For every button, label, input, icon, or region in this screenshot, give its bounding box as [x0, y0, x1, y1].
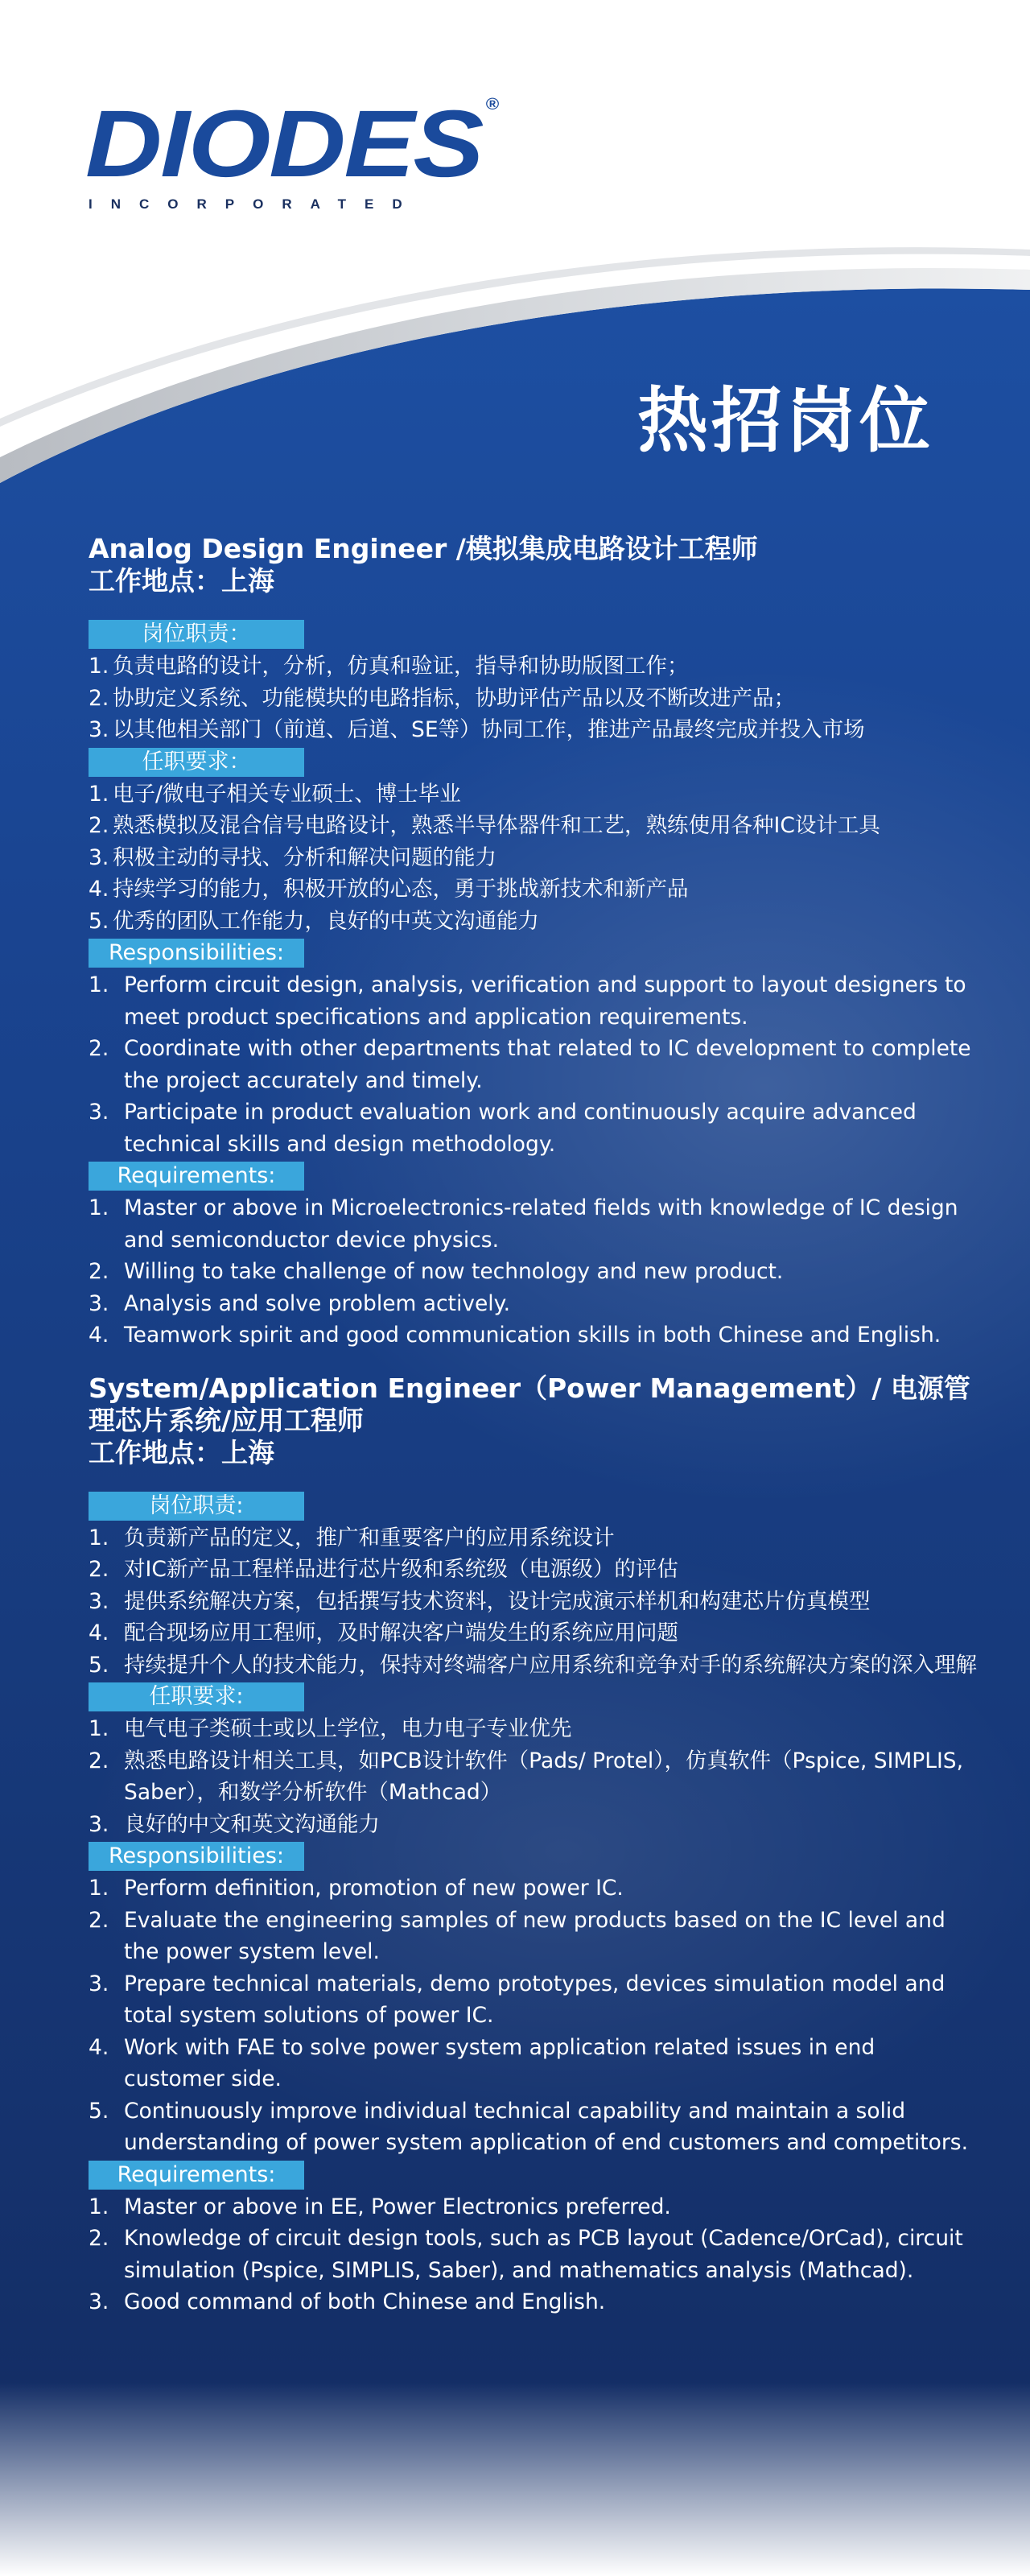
list-item-text: Good command of both Chinese and English. [124, 2289, 606, 2314]
list-item-number: 3. [89, 1290, 109, 1316]
logo-wordmark: DIODES ® [85, 91, 500, 197]
list-item-text: 优秀的团队工作能力，良好的中英文沟通能力 [113, 908, 539, 934]
list-item-text: 积极主动的寻找、分析和解决问题的能力 [113, 844, 496, 870]
list-item [89, 1033, 982, 1096]
list-item [89, 1096, 982, 1160]
list-item-number: 3. [89, 1588, 109, 1614]
list-item [89, 1713, 982, 1745]
list-item [89, 1617, 982, 1649]
list-item-text: 配合现场应用工程师，及时解决客户端发生的系统应用问题 [124, 1620, 678, 1645]
list-item-number: 2. [89, 1036, 109, 1061]
list-item-text: 负责新产品的定义，推广和重要客户的应用系统设计 [124, 1525, 615, 1550]
section-list [89, 2191, 982, 2318]
section-header: 任职要求： [89, 748, 304, 777]
list-item [89, 1649, 982, 1682]
list-item-number: 2. [89, 1907, 109, 1933]
list-item-text: Master or above in Microelectronics-related fields with knowledge of IC design and semiconductor device physics. [124, 1195, 958, 1253]
list-item-number: 1. [89, 654, 109, 679]
job-title: System/Application Engineer（Power Management）/ 电源管理芯片系统/应用工程师 [89, 1372, 970, 1436]
list-item-number: 1. [89, 1716, 109, 1741]
section-list [89, 1522, 982, 1682]
list-item [89, 2286, 982, 2318]
list-item-number: 3. [89, 844, 109, 870]
list-item [89, 842, 982, 874]
list-item-number: 3. [89, 1971, 109, 1996]
list-item-number: 1. [89, 2194, 109, 2219]
list-item-number: 3. [89, 2289, 109, 2314]
list-item-text: Analysis and solve problem actively. [124, 1290, 510, 1316]
list-item [89, 2095, 982, 2159]
list-item-text: 协助定义系统、功能模块的电路指标，协助评估产品以及不断改进产品； [113, 685, 795, 711]
section-header: 岗位职责： [89, 620, 304, 649]
list-item-number: 2. [89, 813, 109, 838]
list-item-number: 1. [89, 972, 109, 997]
list-item-number: 3. [89, 1100, 109, 1125]
list-item-number: 4. [89, 2034, 109, 2060]
list-item [89, 2191, 982, 2223]
list-item [89, 2032, 982, 2095]
list-item-text: 熟悉模拟及混合信号电路设计，熟悉半导体器件和工艺，熟练使用各种IC设计工具 [113, 813, 880, 838]
list-item-number: 1. [89, 1195, 109, 1220]
section-header: Responsibilities: [89, 939, 304, 968]
section-header: Requirements: [89, 2161, 304, 2190]
list-item-number: 3. [89, 1811, 109, 1837]
list-item-number: 2. [89, 1557, 109, 1582]
section-list [89, 1713, 982, 1840]
list-item-text: 熟悉电路设计相关工具，如PCB设计软件（Pads/ Protel），仿真软件（Pspice, SIMPLIS, Saber），和数学分析软件（Mathcad） [124, 1748, 964, 1805]
list-item-text: Perform circuit design, analysis, verification and support to layout designers to meet product specifications and application requirements. [124, 972, 966, 1030]
list-item [89, 1522, 982, 1554]
list-item-text: 良好的中文和英文沟通能力 [124, 1811, 380, 1837]
list-item [89, 1968, 982, 2032]
list-item [89, 2223, 982, 2286]
list-item-text: 持续提升个人的技术能力，保持对终端客户应用系统和竞争对手的系统解决方案的深入理解 [124, 1652, 977, 1678]
section-header: Responsibilities: [89, 1842, 304, 1871]
list-item-number: 1. [89, 1525, 109, 1550]
list-item-number: 2. [89, 1259, 109, 1284]
list-item [89, 1192, 982, 1256]
list-item [89, 1809, 982, 1841]
list-item-text: 以其他相关部门（前道、后道、SE等）协同工作，推进产品最终完成并投入市场 [113, 717, 865, 742]
list-item-text: Coordinate with other departments that related to IC development to complete the project accurately and timely. [124, 1036, 971, 1093]
list-item-text: Perform definition, promotion of new power IC. [124, 1876, 624, 1901]
job-listings [89, 533, 982, 2318]
list-item-text: 负责电路的设计，分析，仿真和验证，指导和协助版图工作； [113, 654, 689, 679]
list-item [89, 778, 982, 811]
section-list [89, 969, 982, 1160]
hero-title: 热招岗位 [637, 379, 934, 462]
list-item [89, 969, 982, 1033]
list-item [89, 810, 982, 842]
list-item-text: 对IC新产品工程样品进行芯片级和系统级（电源级）的评估 [124, 1557, 678, 1582]
list-item [89, 1872, 982, 1905]
list-item [89, 1745, 982, 1809]
list-item-number: 4. [89, 877, 109, 902]
list-item [89, 1554, 982, 1586]
list-item-number: 5. [89, 1652, 109, 1678]
section-list [89, 1872, 982, 2159]
list-item-text: Willing to take challenge of now technology and new product. [124, 1259, 784, 1284]
logo-subtitle: INCORPORATED [89, 196, 421, 212]
list-item-text: 提供系统解决方案，包括撰写技术资料，设计完成演示样机和构建芯片仿真模型 [124, 1588, 871, 1614]
list-item-text: 持续学习的能力，积极开放的心态，勇于挑战新技术和新产品 [113, 877, 689, 902]
list-item-number: 4. [89, 1620, 109, 1645]
list-item-number: 4. [89, 1323, 109, 1348]
list-item-number: 5. [89, 908, 109, 934]
list-item-text: 电子/微电子相关专业硕士、博士毕业 [113, 781, 461, 807]
section-header: Requirements: [89, 1162, 304, 1191]
job-location: 工作地点：上海 [89, 1436, 274, 1468]
list-item-number: 2. [89, 2226, 109, 2251]
section-list [89, 778, 982, 938]
list-item-number: 5. [89, 2098, 109, 2124]
company-logo [85, 91, 500, 213]
section-list [89, 650, 982, 746]
list-item-text: 电气电子类硕士或以上学位，电力电子专业优先 [124, 1716, 572, 1741]
job-location: 工作地点：上海 [89, 565, 274, 597]
section-list [89, 1192, 982, 1352]
list-item-text: Continuously improve individual technical capability and maintain a solid understanding of power system application of end customers and competitors. [124, 2098, 969, 2155]
list-item-text: Prepare technical materials, demo prototypes, devices simulation model and total system solutions of power IC. [124, 1971, 946, 2028]
list-item [89, 873, 982, 906]
list-item [89, 906, 982, 938]
list-item [89, 1256, 982, 1288]
list-item-text: Master or above in EE, Power Electronics preferred. [124, 2194, 671, 2219]
list-item-number: 1. [89, 781, 109, 807]
list-item [89, 683, 982, 715]
list-item [89, 1288, 982, 1320]
list-item-text: Teamwork spirit and good communication skills in both Chinese and English. [124, 1323, 941, 1348]
section-header: 岗位职责: [89, 1492, 304, 1521]
list-item [89, 650, 982, 683]
list-item-text: Knowledge of circuit design tools, such as PCB layout (Cadence/OrCad), circuit simulation (Pspice, SIMPLIS, Saber), and mathematics analysis (Mathcad). [124, 2226, 963, 2283]
list-item-text: Evaluate the engineering samples of new products based on the IC level and the power system level. [124, 1907, 946, 1964]
list-item-text: Participate in product evaluation work and continuously acquire advanced technical skills and design methodology. [124, 1100, 917, 1157]
list-item-text: Work with FAE to solve power system application related issues in end customer side. [124, 2034, 876, 2091]
list-item [89, 1586, 982, 1618]
list-item-number: 2. [89, 685, 109, 711]
list-item-number: 3. [89, 717, 109, 742]
list-item [89, 1319, 982, 1352]
list-item [89, 1905, 982, 1968]
list-item-number: 1. [89, 1876, 109, 1901]
list-item-number: 2. [89, 1748, 109, 1773]
job-title: Analog Design Engineer /模拟集成电路设计工程师 [89, 533, 758, 564]
section-header: 任职要求: [89, 1682, 304, 1711]
list-item [89, 714, 982, 746]
